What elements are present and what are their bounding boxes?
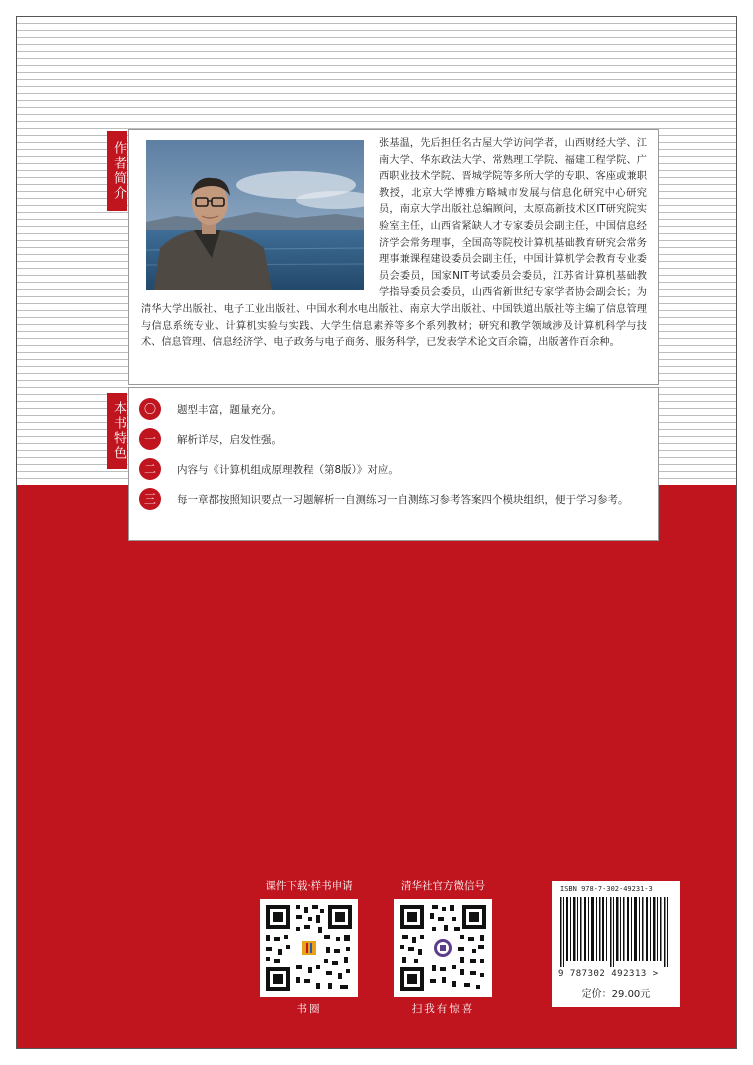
- feature-text: 解析详尽，启发性强。: [177, 434, 282, 446]
- feature-text: 内容与《计算机组成原理教程（第8版）》对应。: [177, 464, 399, 476]
- book-back-cover: [16, 16, 737, 1049]
- feature-badge: 二: [139, 458, 161, 480]
- feature-badge: 一: [139, 428, 161, 450]
- isbn-barcode-box: [552, 881, 680, 1007]
- barcode-number: 9 787302 492313 >: [558, 969, 659, 979]
- courseware-qr-code[interactable]: [260, 899, 358, 997]
- book-features-box: [128, 387, 659, 541]
- wechat-qr-code[interactable]: [394, 899, 492, 997]
- feature-text: 每一章都按照知识要点一习题解析一自测练习一自测练习参考答案四个模块组织，便于学习参考。: [177, 494, 629, 506]
- feature-text: 题型丰富，题量充分。: [177, 404, 282, 416]
- author-bio: [141, 136, 647, 352]
- courseware-qr-title: 课件下载·样书申请: [265, 880, 353, 892]
- wechat-qr-block: [391, 879, 495, 1016]
- isbn-text: ISBN 978-7-302-49231-3: [560, 885, 653, 893]
- courseware-qr-caption: 书圈: [296, 1003, 322, 1015]
- feature-badge: 三: [139, 488, 161, 510]
- wechat-qr-caption: 扫我有惊喜: [411, 1003, 475, 1015]
- courseware-qr-block: [257, 879, 361, 1016]
- author-intro-box: [128, 129, 659, 385]
- barcode-icon: [560, 897, 672, 967]
- wechat-qr-title: 清华社官方微信号: [401, 880, 485, 892]
- price-label: 定价：29.00元: [581, 989, 651, 1000]
- author-intro-tag: 作者简介: [107, 131, 127, 211]
- book-features-tag: 本书特色: [107, 393, 127, 469]
- author-bio-text: 张基温，先后担任名古屋大学访问学者，山西财经大学、江南大学、华东政法大学、常熟理工学院、福建工程学院、广西职业技术学院、晋城学院等多所大学的专职、客座或兼职教授，北京大学博雅方略城市发展与信息化研究中心研究员，南京大学出版社总编顾问，太原高新技术区IT研究院实验室主任，山西省紧缺人才专家委员会副主任，中国信息经济学会常务理事，全国高等院校计算机基础教育研究会常务理事兼课程建设委员会副主任，中国计算机学会教育专业委员会委员，国家NIT考试委员会委员，江苏省计算机基础教学指导委员会委员，山西省新世纪专家学者协会副会长；为清华大学出版社、电子工业出版社、中国水利水电出版社、南京大学出版社、中国铁道出版社等主编了信息管理与信息系统专业、计算机实验与实践、大学生信息素养等多个系列教材；研究和教学领域涉及计算机科学与技术、信息管理、信息经济学、电子政务与电子商务、服务科学，已发表学术论文百余篇，出版著作百余种。: [141, 138, 647, 349]
- feature-badge: 〇: [139, 398, 161, 420]
